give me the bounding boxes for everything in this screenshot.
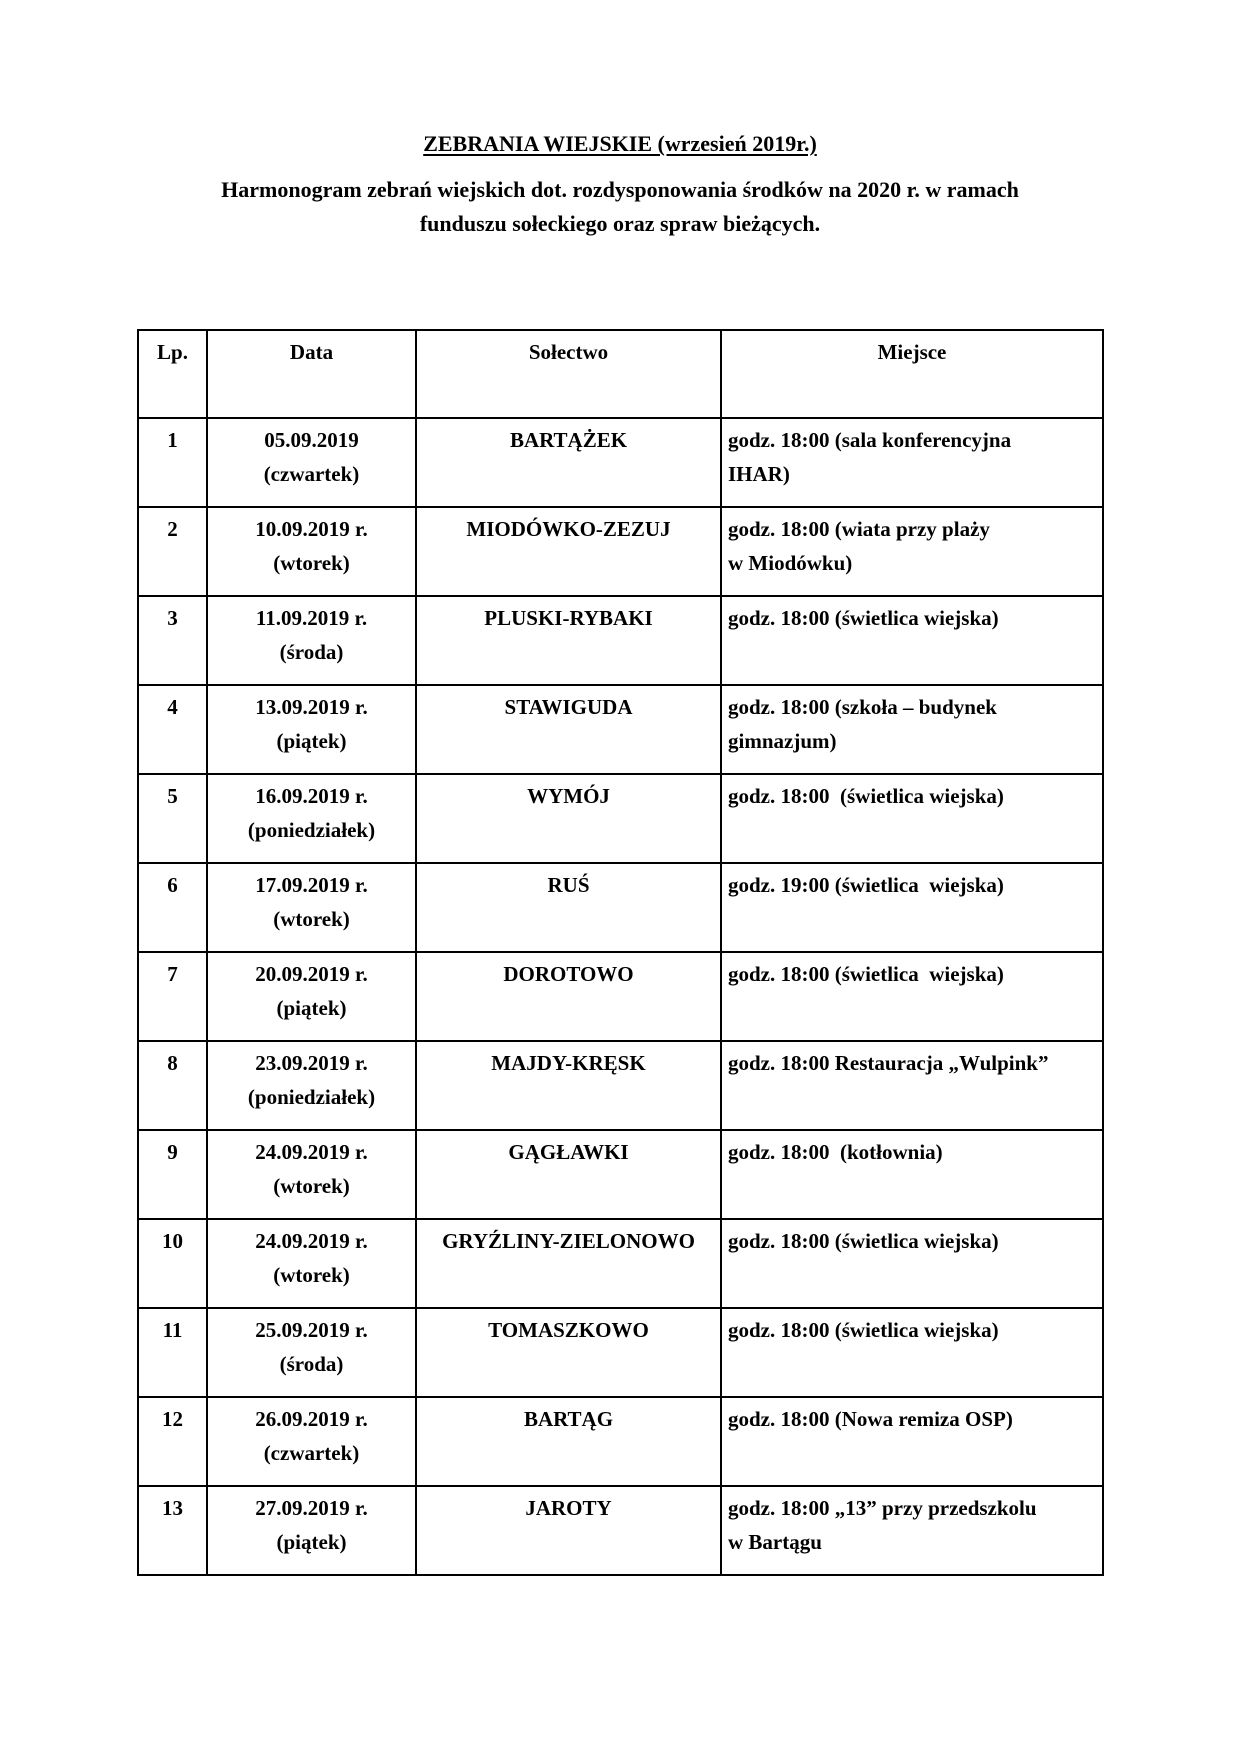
date-value: 26.09.2019 r. [255, 1406, 368, 1431]
date-value: 24.09.2019 r. [255, 1139, 368, 1164]
miejsce-line: godz. 18:00 (świetlica wiejska) [728, 961, 1004, 986]
cell-miejsce [721, 1041, 1103, 1130]
miejsce-line: godz. 18:00 (Nowa remiza OSP) [728, 1406, 1013, 1431]
cell-solectwo: PLUSKI-RYBAKI [416, 596, 721, 685]
date-weekday: (poniedziałek) [247, 1085, 376, 1110]
date-value: 20.09.2019 r. [255, 961, 368, 986]
date-value: 05.09.2019 [264, 427, 359, 452]
table-body [138, 418, 1103, 1575]
cell-lp: 9 [138, 1130, 207, 1219]
cell-date [207, 685, 416, 774]
cell-lp: 7 [138, 952, 207, 1041]
table-row [138, 685, 1103, 774]
table-header-row [138, 330, 1103, 418]
cell-miejsce [721, 952, 1103, 1041]
document-title [0, 0, 1240, 159]
miejsce-line: IHAR) [728, 462, 790, 487]
cell-miejsce [721, 1308, 1103, 1397]
date-weekday: (piątek) [276, 1530, 347, 1555]
cell-solectwo: DOROTOWO [416, 952, 721, 1041]
document-subtitle [120, 173, 1120, 241]
miejsce-line: w Bartągu [728, 1530, 822, 1555]
date-value: 27.09.2019 r. [255, 1495, 368, 1520]
table-row [138, 596, 1103, 685]
date-weekday: (wtorek) [273, 1174, 350, 1199]
cell-date [207, 1397, 416, 1486]
cell-miejsce [721, 863, 1103, 952]
cell-lp: 13 [138, 1486, 207, 1575]
cell-miejsce [721, 1486, 1103, 1575]
date-value: 10.09.2019 r. [255, 516, 368, 541]
cell-solectwo: RUŚ [416, 863, 721, 952]
date-weekday: (wtorek) [273, 907, 350, 932]
cell-miejsce [721, 1130, 1103, 1219]
table-row [138, 507, 1103, 596]
subtitle-line-2: funduszu sołeckiego oraz spraw bieżących. [419, 210, 821, 236]
date-weekday: (czwartek) [263, 1441, 360, 1466]
miejsce-line: godz. 18:00 (świetlica wiejska) [728, 1228, 999, 1253]
miejsce-line: godz. 18:00 (świetlica wiejska) [728, 605, 999, 630]
cell-solectwo: MIODÓWKO-ZEZUJ [416, 507, 721, 596]
miejsce-line: godz. 18:00 (świetlica wiejska) [728, 783, 1004, 808]
cell-lp: 11 [138, 1308, 207, 1397]
miejsce-line: godz. 18:00 (szkoła – budynek [728, 694, 997, 719]
cell-solectwo: JAROTY [416, 1486, 721, 1575]
cell-date [207, 507, 416, 596]
cell-date [207, 1308, 416, 1397]
column-header-data: Data [207, 330, 416, 418]
miejsce-line: w Miodówku) [728, 551, 853, 576]
date-value: 25.09.2019 r. [255, 1317, 368, 1342]
date-value: 16.09.2019 r. [255, 783, 368, 808]
cell-date [207, 418, 416, 507]
cell-lp: 2 [138, 507, 207, 596]
miejsce-line: godz. 18:00 (sala konferencyjna [728, 427, 1012, 452]
meetings-schedule-table [137, 329, 1104, 1576]
date-weekday: (poniedziałek) [247, 818, 376, 843]
cell-solectwo: GRYŹLINY-ZIELONOWO [416, 1219, 721, 1308]
cell-date [207, 1219, 416, 1308]
date-value: 11.09.2019 r. [255, 605, 368, 630]
cell-miejsce [721, 507, 1103, 596]
table-row [138, 952, 1103, 1041]
cell-lp: 3 [138, 596, 207, 685]
column-header-lp: Lp. [138, 330, 207, 418]
table-row [138, 863, 1103, 952]
table-row [138, 774, 1103, 863]
date-value: 24.09.2019 r. [255, 1228, 368, 1253]
table-row [138, 1308, 1103, 1397]
miejsce-line: godz. 18:00 Restauracja „Wulpink” [728, 1050, 1049, 1075]
miejsce-line: godz. 19:00 (świetlica wiejska) [728, 872, 1004, 897]
date-value: 23.09.2019 r. [255, 1050, 368, 1075]
miejsce-line: godz. 18:00 (wiata przy plaży [728, 516, 990, 541]
cell-date [207, 596, 416, 685]
date-value: 17.09.2019 r. [255, 872, 368, 897]
table-row [138, 1486, 1103, 1575]
table-row [138, 1219, 1103, 1308]
miejsce-line: godz. 18:00 (kotłownia) [728, 1139, 943, 1164]
cell-miejsce [721, 1397, 1103, 1486]
cell-solectwo: WYMÓJ [416, 774, 721, 863]
date-weekday: (środa) [279, 1352, 344, 1377]
date-weekday: (piątek) [276, 729, 347, 754]
table-row [138, 1397, 1103, 1486]
table-row [138, 1130, 1103, 1219]
cell-lp: 10 [138, 1219, 207, 1308]
cell-solectwo: MAJDY-KRĘSK [416, 1041, 721, 1130]
cell-lp: 6 [138, 863, 207, 952]
cell-solectwo: GĄGŁAWKI [416, 1130, 721, 1219]
document-title-text: ZEBRANIA WIEJSKIE (wrzesień 2019r.) [423, 131, 817, 156]
cell-lp: 1 [138, 418, 207, 507]
column-header-miejsce: Miejsce [721, 330, 1103, 418]
date-weekday: (czwartek) [263, 462, 360, 487]
table-row [138, 418, 1103, 507]
cell-lp: 5 [138, 774, 207, 863]
cell-solectwo: TOMASZKOWO [416, 1308, 721, 1397]
cell-miejsce [721, 685, 1103, 774]
cell-miejsce [721, 774, 1103, 863]
table-row [138, 1041, 1103, 1130]
cell-date [207, 1130, 416, 1219]
date-weekday: (wtorek) [273, 551, 350, 576]
cell-date [207, 774, 416, 863]
cell-date [207, 1486, 416, 1575]
date-weekday: (wtorek) [273, 1263, 350, 1288]
cell-solectwo: STAWIGUDA [416, 685, 721, 774]
cell-miejsce [721, 1219, 1103, 1308]
miejsce-line: godz. 18:00 (świetlica wiejska) [728, 1317, 999, 1342]
miejsce-line: gimnazjum) [728, 729, 837, 754]
cell-solectwo: BARTĄG [416, 1397, 721, 1486]
cell-lp: 8 [138, 1041, 207, 1130]
cell-lp: 4 [138, 685, 207, 774]
date-weekday: (środa) [279, 640, 344, 665]
cell-solectwo: BARTĄŻEK [416, 418, 721, 507]
cell-date [207, 1041, 416, 1130]
cell-miejsce [721, 596, 1103, 685]
miejsce-line: godz. 18:00 „13” przy przedszkolu [728, 1495, 1037, 1520]
date-value: 13.09.2019 r. [255, 694, 368, 719]
cell-lp: 12 [138, 1397, 207, 1486]
cell-miejsce [721, 418, 1103, 507]
date-weekday: (piątek) [276, 996, 347, 1021]
cell-date [207, 952, 416, 1041]
subtitle-line-1: Harmonogram zebrań wiejskich dot. rozdysponowania środków na 2020 r. w ramach [221, 176, 1019, 202]
cell-date [207, 863, 416, 952]
column-header-solectwo: Sołectwo [416, 330, 721, 418]
